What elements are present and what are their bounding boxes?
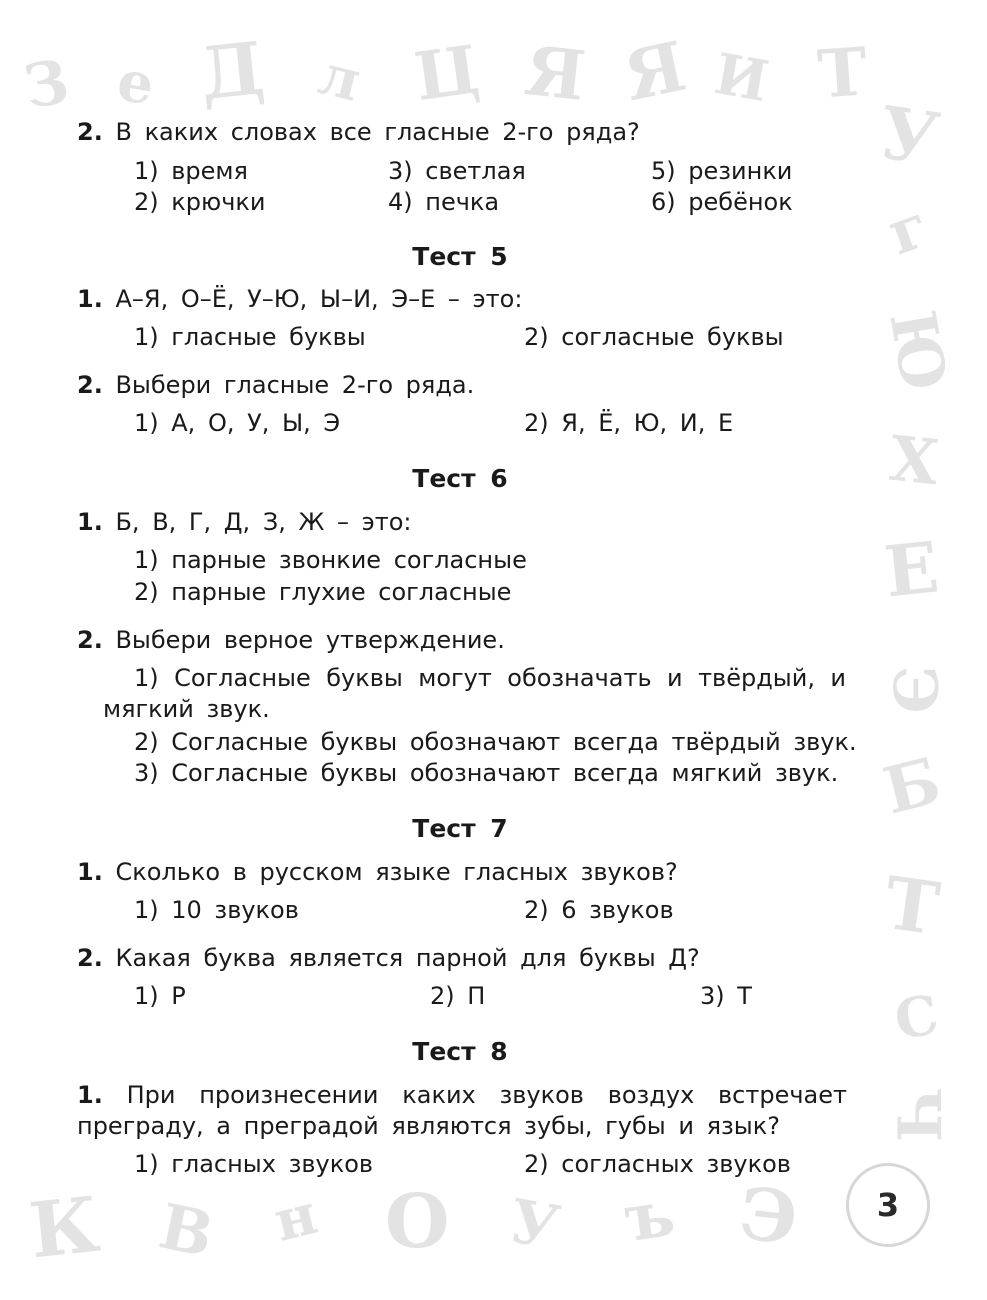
question-number: 1. [77,858,103,886]
question-text: Выбери гласные 2-го ряда. [115,371,475,399]
decor-letter: Ю [875,305,962,397]
answer-option: 6) ребёнок [651,188,793,216]
question-number: 2. [77,626,103,654]
question [77,1080,847,1142]
answer-option: 2) П [430,982,486,1010]
decor-letter: е [112,47,160,119]
question-number: 1. [77,508,103,536]
question-text: Выбери верное утверждение. [115,626,505,654]
answer-option: 1) гласных звуков [134,1150,374,1178]
question-text: При произнесении каких звуков воздух встречает преграду, а преградой являются зубы, губы и язык? [77,1081,847,1140]
decor-letter: О [385,1179,450,1265]
decor-letter: З [19,46,75,124]
decor-letter: Д [195,24,269,117]
decor-letter: Е [880,525,943,614]
decor-letter: Ч [882,1087,953,1143]
question-text: Б, В, Г, Д, З, Ж – это: [115,508,412,536]
question [77,507,847,538]
question-text: Какая буква является парной для буквы Д? [115,944,700,972]
test-title: Тест 6 [412,464,508,493]
decor-letter: С [889,981,944,1053]
question-number: 2. [77,944,103,972]
test-title: Тест 7 [412,814,508,843]
question [77,625,847,656]
test-title: Тест 8 [412,1037,508,1066]
answer-option: 1) гласные буквы [134,323,366,351]
question-text: А–Я, О–Ё, У–Ю, Ы–И, Э–Е – это: [115,285,523,313]
decor-letter: В [153,1189,220,1272]
decor-letter: н [267,1181,324,1255]
question-number: 1. [77,1081,103,1109]
question [77,370,847,401]
question [77,117,847,148]
decor-letter: К [25,1179,104,1276]
answer-option: 3) Т [700,982,752,1010]
decor-letter: Я [617,26,693,118]
decor-letter: Т [815,32,870,114]
question-number: 1. [77,285,103,313]
answer-option: 1) 10 звуков [134,896,299,924]
decor-letter: Х [886,421,942,500]
answer-option: 1) Р [134,982,186,1010]
answer-option: 3) Согласные буквы обозначают всегда мягкий звук. [134,759,839,787]
decor-letter: ъ [619,1175,680,1258]
answer-option: 2) согласные буквы [524,323,784,351]
decor-letter: Б [876,743,948,830]
decor-letter: г [879,190,938,270]
answer-option: 2) крючки [134,188,266,216]
decor-letter: Ц [409,29,484,117]
answer-option: 3) светлая [388,157,526,185]
answer-option: 2) Я, Ё, Ю, И, Е [524,409,734,437]
answer-option: 2) Согласные буквы обозначают всегда твёрдый звук. [134,728,857,756]
page-number: 3 [846,1163,930,1247]
decor-letter: л [312,41,367,115]
answer-option: 1) парные звонкие согласные [134,546,527,574]
decor-letter: Э [878,666,949,714]
question [77,857,847,888]
question [77,943,847,974]
test-title: Тест 5 [412,242,508,271]
answer-option: 1) А, О, У, Ы, Э [134,409,341,437]
question [77,284,847,315]
decor-letter: У [504,1186,565,1264]
answer-option: 1) Согласные буквы могут обозначать и твёрдый, и мягкий звук. [103,664,846,723]
answer-option: 4) печка [388,188,500,216]
answer-option: 2) согласных звуков [524,1150,791,1178]
question-text: В каких словах все гласные 2-го ряда? [115,118,640,146]
answer-option: 5) резинки [651,157,793,185]
answer-option: 2) парные глухие согласные [134,578,512,606]
decor-letter: Т [879,859,945,952]
question-number: 2. [77,371,103,399]
answer-option: 2) 6 звуков [524,896,674,924]
decor-letter: И [709,40,774,116]
decor-letter: Я [520,31,589,117]
question-text: Сколько в русском языке гласных звуков? [115,858,678,886]
answer-option: 1) время [134,157,248,185]
question-number: 2. [77,118,103,146]
decor-letter: Э [735,1170,802,1261]
decor-letter: У [874,89,945,182]
